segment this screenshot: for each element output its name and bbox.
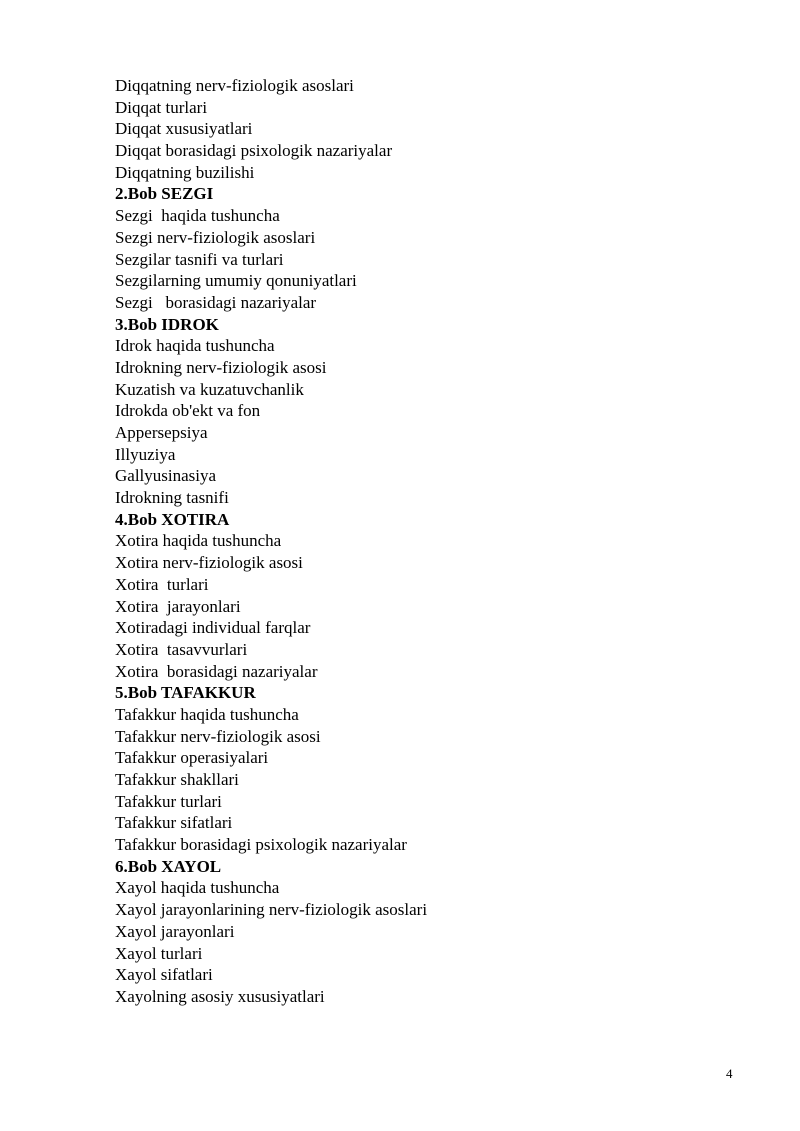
toc-item: Xotira turlari	[115, 574, 209, 594]
toc-item: Diqqat turlari	[115, 97, 208, 117]
toc-item: Illyuziya	[115, 444, 176, 464]
toc-item: Tafakkur borasidagi psixologik nazariyalar	[115, 835, 407, 855]
chapter-heading: 5.Bob TAFAKKUR	[115, 683, 256, 703]
toc-item: Xayol sifatlari	[115, 965, 213, 985]
toc-item: Tafakkur shakllari	[115, 770, 239, 789]
toc-item: Kuzatish va kuzatuvchanlik	[115, 379, 304, 399]
toc-item: Diqqatning nerv-fiziologik asoslari	[115, 76, 354, 95]
toc-item: Idrok haqida tushuncha	[115, 336, 275, 356]
toc-item: Diqqat xususiyatlari	[115, 119, 253, 139]
toc-item: Idrokning tasnifi	[115, 488, 229, 508]
toc-item: Xayol turlari	[115, 943, 203, 963]
toc-item: Xotira haqida tushuncha	[115, 531, 282, 551]
page-number: 4	[726, 1066, 733, 1081]
chapter-heading: 6.Bob XAYOL	[115, 856, 222, 876]
toc-item: Gallyusinasiya	[115, 466, 217, 486]
toc-item: Tafakkur nerv-fiziologik asosi	[115, 726, 321, 746]
toc-item: Tafakkur sifatlari	[115, 813, 233, 833]
toc-item: Diqqat borasidagi psixologik nazariyalar	[115, 141, 393, 161]
toc-item: Tafakkur haqida tushuncha	[115, 704, 299, 724]
toc-item: Sezgi nerv-fiziologik asoslari	[115, 227, 316, 247]
toc-item: Sezgilar tasnifi va turlari	[115, 249, 284, 269]
toc-item: Sezgi haqida tushuncha	[115, 206, 280, 226]
toc-item: Xayol jarayonlari	[115, 921, 235, 941]
toc-item: Idrokning nerv-fiziologik asosi	[115, 357, 327, 377]
toc-item: Appersepsiya	[115, 423, 208, 442]
chapter-heading: 3.Bob IDROK	[115, 314, 219, 334]
toc-item: Idrokda ob'ekt va fon	[115, 401, 261, 421]
toc-item: Xotira tasavvurlari	[115, 639, 248, 659]
chapter-heading: 4.Bob XOTIRA	[115, 509, 230, 529]
toc-item: Xotira nerv-fiziologik asosi	[115, 553, 303, 573]
chapter-heading: 2.Bob SEZGI	[115, 184, 214, 204]
toc-item: Diqqatning buzilishi	[115, 162, 255, 182]
toc-item: Sezgilarning umumiy qonuniyatlari	[115, 271, 357, 291]
toc-item: Tafakkur operasiyalari	[115, 748, 269, 768]
toc-item: Xayol haqida tushuncha	[115, 878, 280, 898]
toc-item: Sezgi borasidagi nazariyalar	[115, 292, 317, 312]
toc-item: Xotiradagi individual farqlar	[115, 618, 311, 638]
table-of-contents	[115, 75, 755, 1008]
toc-item: Xayol jarayonlarining nerv-fiziologik asoslari	[115, 900, 428, 920]
toc-item: Xotira jarayonlari	[115, 596, 241, 616]
toc-item: Tafakkur turlari	[115, 791, 222, 811]
toc-item: Xotira borasidagi nazariyalar	[115, 661, 318, 681]
toc-item: Xayolning asosiy xususiyatlari	[115, 986, 325, 1006]
